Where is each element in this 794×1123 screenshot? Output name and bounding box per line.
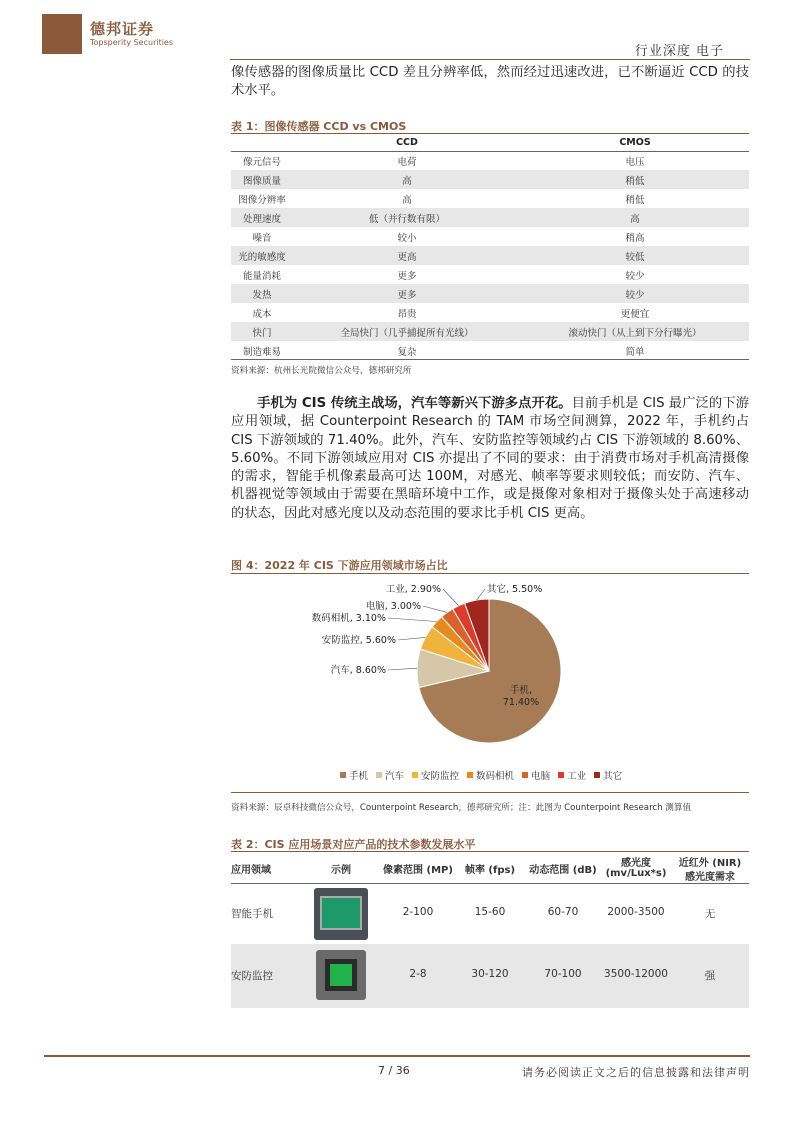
slice-label-6: 工业, 2.90% — [385, 584, 441, 595]
ccd-cell: 全局快门（几乎捕捉所有光线） — [293, 322, 521, 341]
legend-label: 其它 — [603, 771, 623, 782]
legend-swatch-icon — [522, 772, 528, 778]
footer-disclaimer: 请务必阅读正文之后的信息披露和法律声明 — [522, 1066, 750, 1079]
leader-line-4 — [388, 618, 437, 622]
figure4-bottom-rule — [231, 792, 749, 793]
table-header-cell — [231, 135, 293, 151]
table-row — [231, 227, 749, 246]
ccd-cell: 昂贵 — [397, 308, 417, 320]
row-label: 光的敏感度 — [231, 246, 293, 265]
row-label: 图像分辨率 — [238, 194, 286, 206]
cmos-cell: 更便宜 — [620, 308, 650, 320]
header-example: 示例 — [331, 865, 351, 876]
table-header-row — [231, 135, 749, 151]
row-sens: 3500-12000 — [604, 968, 668, 980]
row-label: 快门 — [231, 322, 293, 341]
legend-swatch-icon — [558, 772, 564, 778]
phone-sensor-image — [314, 888, 368, 940]
row-pixel: 2-100 — [402, 906, 434, 918]
row-dr: 60-70 — [547, 906, 579, 918]
table2-caption: 表 2：CIS 应用场景对应产品的技术参数发展水平 — [231, 838, 476, 851]
row-label: 图像质量 — [231, 170, 293, 189]
legend-swatch-icon — [376, 772, 382, 778]
row-fps: 15-60 — [474, 906, 506, 918]
page-header — [0, 0, 794, 62]
page-number: 7 / 36 — [378, 1064, 410, 1077]
header-nir-need: 感光度需求 — [685, 872, 735, 883]
legend-item-3 — [412, 768, 459, 782]
logo-cn: 德邦证券 — [90, 20, 155, 38]
body-paragraph — [231, 395, 749, 523]
pie-chart — [231, 575, 749, 765]
row-label: 噪音 — [252, 232, 272, 244]
table-row — [231, 265, 749, 284]
ccd-cell: 复杂 — [397, 346, 417, 358]
table-row — [231, 284, 749, 303]
intro-paragraph: 像传感器的图像质量比 CCD 差且分辨率低，然而经过迅速改进，已不断逼近 CCD 的技术水平。 — [231, 65, 749, 99]
table-row — [231, 944, 749, 1008]
slice-label-4: 数码相机, 3.10% — [311, 613, 386, 624]
table-row — [231, 246, 749, 265]
ccd-cell: 更高 — [293, 246, 521, 265]
header-nir: 近红外 (NIR) — [678, 858, 742, 869]
table-row — [231, 884, 749, 944]
slice-label-1: 71.40% — [502, 697, 540, 708]
row-label: 像元信号 — [242, 156, 281, 168]
row-dr: 70-100 — [544, 968, 582, 980]
legend-item-2 — [376, 768, 404, 782]
table2-header-row — [231, 852, 749, 884]
ccd-cell: 更多 — [397, 270, 417, 282]
legend-item-7 — [594, 768, 622, 782]
table-row — [231, 303, 749, 322]
ccd-cell: 高 — [402, 194, 412, 206]
row-pixel: 2-8 — [409, 968, 427, 980]
row-domain: 智能手机 — [231, 908, 273, 920]
cmos-cell: 稍低 — [521, 170, 749, 189]
ccd-cmos-table — [231, 135, 749, 360]
ccd-cell: 高 — [293, 170, 521, 189]
table-row — [231, 208, 749, 227]
cmos-cell: 滚动快门（从上到下分行曝光） — [521, 322, 749, 341]
leader-line-3 — [398, 637, 425, 640]
ccd-cell: 更多 — [293, 284, 521, 303]
slice-label-3: 安防监控, 5.60% — [321, 635, 396, 646]
slice-label-1: 手机, — [509, 685, 533, 696]
row-fps: 30-120 — [471, 968, 509, 980]
figure4-caption: 图 4：2022 年 CIS 下游应用领域市场占比 — [231, 559, 448, 572]
security-sensor-image — [316, 950, 366, 1000]
cmos-cell: 较少 — [521, 284, 749, 303]
header-sens: 感光度 — [621, 858, 651, 869]
leader-line-5 — [423, 606, 447, 612]
table1-source: 资料来源：杭州长光院微信公众号，德邦研究所 — [231, 366, 412, 376]
legend-swatch-icon — [467, 772, 473, 778]
legend-item-6 — [558, 768, 586, 782]
leader-line-7 — [477, 589, 485, 600]
leader-line-6 — [443, 589, 459, 606]
company-logo-icon — [42, 14, 82, 54]
table-row — [231, 322, 749, 341]
legend-label: 电脑 — [531, 771, 551, 782]
cmos-cell: 较低 — [521, 246, 749, 265]
legend-item-1 — [340, 768, 368, 782]
table-row — [231, 170, 749, 189]
body-bold-lead: 手机为 CIS 传统主战场，汽车等新兴下游多点开花。 — [257, 396, 572, 411]
legend-item-5 — [522, 768, 550, 782]
figure4-source: 资料来源：辰卓科技微信公众号，Counterpoint Research，德邦研究所；注：此图为 Counterpoint Research 测算值 — [231, 803, 692, 813]
header-fps: 帧率 (fps) — [464, 865, 516, 876]
header-pixel: 像素范围 (MP) — [383, 865, 453, 876]
slice-label-7: 其它, 5.50% — [487, 584, 543, 595]
cmos-cell: 电压 — [625, 156, 645, 168]
chart-legend — [340, 768, 622, 782]
footer-rule — [44, 1055, 750, 1057]
header-rule — [230, 59, 750, 60]
legend-item-4 — [467, 768, 514, 782]
header-dr: 动态范围 (dB) — [529, 865, 597, 876]
table-header-ccd: CCD — [293, 135, 521, 151]
legend-swatch-icon — [340, 772, 346, 778]
table-row — [231, 151, 749, 170]
legend-label: 安防监控 — [421, 771, 460, 782]
cmos-cell: 较少 — [625, 270, 645, 282]
legend-label: 汽车 — [385, 771, 405, 782]
leader-line-2 — [388, 668, 417, 670]
row-label: 制造难易 — [242, 346, 281, 358]
row-label: 能量消耗 — [242, 270, 281, 282]
table1-bottom-rule — [231, 359, 749, 360]
ccd-cell: 较小 — [397, 232, 417, 244]
row-label: 处理速度 — [231, 208, 293, 227]
table1-caption: 表 1：图像传感器 CCD vs CMOS — [231, 120, 407, 133]
ccd-cell: 电荷 — [397, 156, 417, 168]
legend-swatch-icon — [412, 772, 418, 778]
row-nir: 强 — [704, 970, 716, 982]
row-label: 发热 — [231, 284, 293, 303]
legend-label: 工业 — [567, 771, 587, 782]
slice-label-5: 电脑, 3.00% — [365, 601, 421, 612]
cmos-cell: 简单 — [625, 346, 645, 358]
logo-en: Topsperity Securities — [90, 38, 174, 47]
figure4-caption-rule — [231, 573, 749, 574]
body-text: 目前手机是 CIS 最广泛的下游应用领域，据 Counterpoint Research 的 TAM 市场空间测算，2022 年，手机约占 CIS 下游领域的 71.40%。此外，汽车、安防监控等领域约占 CIS 下游领域的 8.60%、5.60%。不同下游领域应用对 CIS 亦提出了不同的要求：由于消费市场对手机高清摄像的需求，智能手机像素最高可达 100M，对感光、帧率等要求则较低；而安防、汽车、机器视觉等领域由于需要在黑暗环境中工作，或是摄像对象相对于摄像头处于高速移动的状态，因此对感光度以及动态范围的要求比手机 CIS 更高。 — [231, 396, 749, 521]
pie-chart-container — [231, 575, 749, 790]
slice-label-2: 汽车, 8.60% — [330, 665, 386, 676]
row-label: 成本 — [252, 308, 272, 320]
header-sens-unit: (mv/Lux*s) — [605, 868, 667, 879]
legend-label: 数码相机 — [476, 771, 515, 782]
cmos-cell: 稍高 — [625, 232, 645, 244]
row-nir: 无 — [704, 908, 716, 920]
table-row — [231, 341, 749, 360]
ccd-cell: 低（并行数有限） — [293, 208, 521, 227]
legend-label: 手机 — [349, 771, 369, 782]
table1-caption-rule — [231, 133, 749, 134]
cmos-cell: 高 — [521, 208, 749, 227]
row-domain: 安防监控 — [231, 970, 273, 982]
legend-swatch-icon — [594, 772, 600, 778]
header-domain: 应用领域 — [231, 865, 271, 876]
cmos-cell: 稍低 — [625, 194, 645, 206]
table-row — [231, 189, 749, 208]
row-sens: 2000-3500 — [607, 906, 665, 918]
section-label: 行业深度 电子 — [634, 44, 724, 59]
table-header-cmos: CMOS — [521, 135, 749, 151]
